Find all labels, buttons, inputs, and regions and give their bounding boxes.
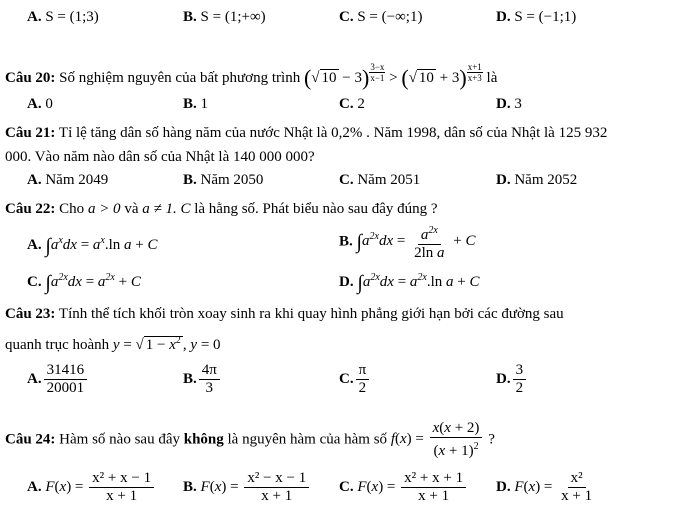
question-label: Câu 21: (5, 125, 56, 141)
option-text: 1 (200, 96, 209, 112)
denominator: x + 1 (561, 488, 593, 504)
denominator: 2 (515, 380, 524, 396)
option-label: D. (496, 370, 511, 387)
q22-stem (5, 200, 688, 218)
option-label: D. (496, 478, 511, 495)
option-label: C. (339, 172, 354, 188)
q20-option-d[interactable] (496, 95, 522, 113)
question-text: Hàm số nào sau đây (59, 431, 180, 448)
option-text: S = (−1;1) (514, 9, 577, 25)
option-label: B. (183, 478, 197, 495)
numerator: x² + x − 1 (89, 470, 154, 488)
q21-option-b[interactable] (183, 171, 263, 189)
question-text: 000. Vào năm nào dân số của Nhật là 140 000 000? (5, 149, 315, 165)
option-label: D. (496, 9, 511, 25)
question-text: là nguyên hàm của hàm số (227, 431, 388, 448)
q24-option-c[interactable]: C. F(x) = $\frac{\text{x² + x + 1}}{x + 1}$ (339, 470, 468, 505)
option-text: Năm 2050 (200, 172, 264, 188)
q22-option-a[interactable] (27, 232, 158, 255)
formula: $\int a^{2x}dx = a^{2x} + C$ (45, 272, 141, 294)
q19-option-a[interactable] (27, 8, 99, 26)
denominator: x + 1 (261, 488, 293, 504)
q20-inequality: (√ 10 − 3) $\frac{3-x}{x-1}$ > (√ 10 + 3) $\frac{x+1}{x+3}$ (303, 62, 482, 90)
question-label: Câu 22: (5, 201, 56, 217)
q19-option-c[interactable] (339, 8, 422, 26)
option-label: D. (496, 96, 511, 112)
constant-symbol: C (180, 201, 191, 217)
option-label: A. (27, 172, 42, 188)
radicand: 10 (321, 70, 337, 86)
exponent-numerator: x+1 (467, 62, 482, 72)
question-text: và (124, 201, 139, 217)
option-label: C. (339, 96, 354, 112)
q19-option-b[interactable] (183, 8, 266, 26)
question-tail: ? (488, 431, 495, 448)
q20-stem (5, 62, 688, 90)
q20-option-a[interactable] (27, 95, 53, 113)
option-text: S = (−∞;1) (357, 9, 423, 25)
q20-option-b[interactable] (183, 95, 208, 113)
option-label: A. (27, 370, 42, 387)
question-text: Tính thể tích khối tròn xoay sinh ra khi quay hình phẳng giới hạn bởi các đường sau (58, 306, 564, 322)
formula: y = √ $1 - x^2$ , y = 0 (112, 335, 221, 353)
option-label: B. (183, 9, 197, 25)
numerator: 4π (199, 362, 220, 380)
question-text: là hằng số. Phát biểu nào sau đây đúng ? (194, 201, 438, 217)
option-label: A. (27, 9, 42, 25)
radicand: 10 (418, 70, 434, 86)
numerator: x² (568, 470, 586, 488)
condition: a ≠ 1. (142, 201, 177, 217)
option-label: B. (339, 233, 353, 250)
q23-stem (5, 305, 688, 323)
q22-option-d[interactable] (339, 269, 480, 292)
q23-option-b[interactable] (183, 362, 222, 397)
denominator: 3 (205, 380, 214, 396)
q23-option-a[interactable] (27, 362, 89, 397)
exponent-denominator: x+3 (467, 73, 482, 83)
option-label: C. (27, 274, 42, 290)
formula: f(x) = $\frac{x(x + 2)}{(x + 1)^2}$ (391, 431, 485, 447)
denominator: x + 1 (418, 488, 450, 504)
condition: a > 0 (87, 201, 121, 217)
option-text: S = (1;+∞) (200, 9, 266, 25)
option-label: C. (339, 478, 354, 495)
option-text: 2 (357, 96, 365, 112)
formula: $\int a^{2x}dx = a^{2x}.\ln$ a + C (357, 272, 480, 294)
option-label: B. (183, 370, 197, 387)
formula: $\int a^{2x}dx$ = $\frac{a^{2x}}{\text{2ln a}}$ + C (357, 233, 476, 249)
q24-option-b[interactable]: B. F(x) = $\frac{\text{x² − x − 1}}{x + 1}$ (183, 470, 311, 505)
q19-option-d[interactable] (496, 8, 576, 26)
question-label: Câu 20: (5, 70, 56, 86)
q23-option-c[interactable] (339, 362, 371, 397)
q20-option-c[interactable] (339, 95, 365, 113)
option-label: B. (183, 96, 197, 112)
q21-stem (5, 124, 688, 142)
option-label: A. (27, 237, 42, 253)
question-text: quanh trục hoành (5, 337, 110, 353)
q24-stem (5, 420, 688, 460)
question-text: Số nghiệm nguyên của bất phương trình (59, 70, 301, 86)
denominator: x + 1 (106, 488, 138, 504)
denominator: 2 (358, 380, 367, 396)
question-tail: là (486, 70, 498, 86)
numerator: x² − x − 1 (244, 470, 309, 488)
formula: $\int a^xdx = a^x.\ln$ a + C (45, 235, 158, 257)
option-text: Năm 2051 (357, 172, 421, 188)
option-text: 3 (514, 96, 522, 112)
option-label: C. (339, 370, 354, 387)
option-label: D. (496, 172, 511, 188)
question-text: Tỉ lệ tăng dân số hàng năm của nước Nhật là 0,2% . Năm 1998, dân số của Nhật là 125 932 (58, 125, 608, 141)
numerator: 31416 (44, 362, 88, 380)
exponent-denominator: x−1 (370, 73, 385, 83)
numerator: π (356, 362, 370, 380)
emphasis: không (183, 431, 224, 448)
q24-option-d[interactable]: D. F(x) = $\frac{\text{x²}}{x + 1}$ (496, 470, 597, 505)
option-label: C. (339, 9, 354, 25)
option-text: Năm 2049 (45, 172, 109, 188)
option-label: A. (27, 478, 42, 495)
q21-stem-line2 (5, 148, 688, 166)
q23-option-d[interactable] (496, 362, 528, 397)
q22-option-b[interactable] (339, 222, 476, 262)
option-label: A. (27, 96, 42, 112)
exponent-numerator: 3−x (370, 62, 385, 72)
question-text: Cho (59, 201, 85, 217)
option-text: 0 (45, 96, 53, 112)
q23-stem-line2 (5, 332, 688, 354)
q21-option-d[interactable] (496, 171, 577, 189)
numerator: x² + x + 1 (401, 470, 466, 488)
option-label: B. (183, 172, 197, 188)
denominator: 20001 (46, 380, 85, 396)
q21-option-a[interactable] (27, 171, 108, 189)
question-label: Câu 23: (5, 306, 56, 322)
q21-option-c[interactable] (339, 171, 420, 189)
option-text: S = (1;3) (45, 9, 99, 25)
q22-option-c[interactable] (27, 269, 141, 292)
numerator: 3 (513, 362, 527, 380)
question-label: Câu 24: (5, 431, 56, 448)
option-label: D. (339, 274, 354, 290)
option-text: Năm 2052 (514, 172, 578, 188)
q24-option-a[interactable]: A. F(x) = $\frac{\text{x² + x − 1}}{x + 1}$ (27, 470, 156, 505)
